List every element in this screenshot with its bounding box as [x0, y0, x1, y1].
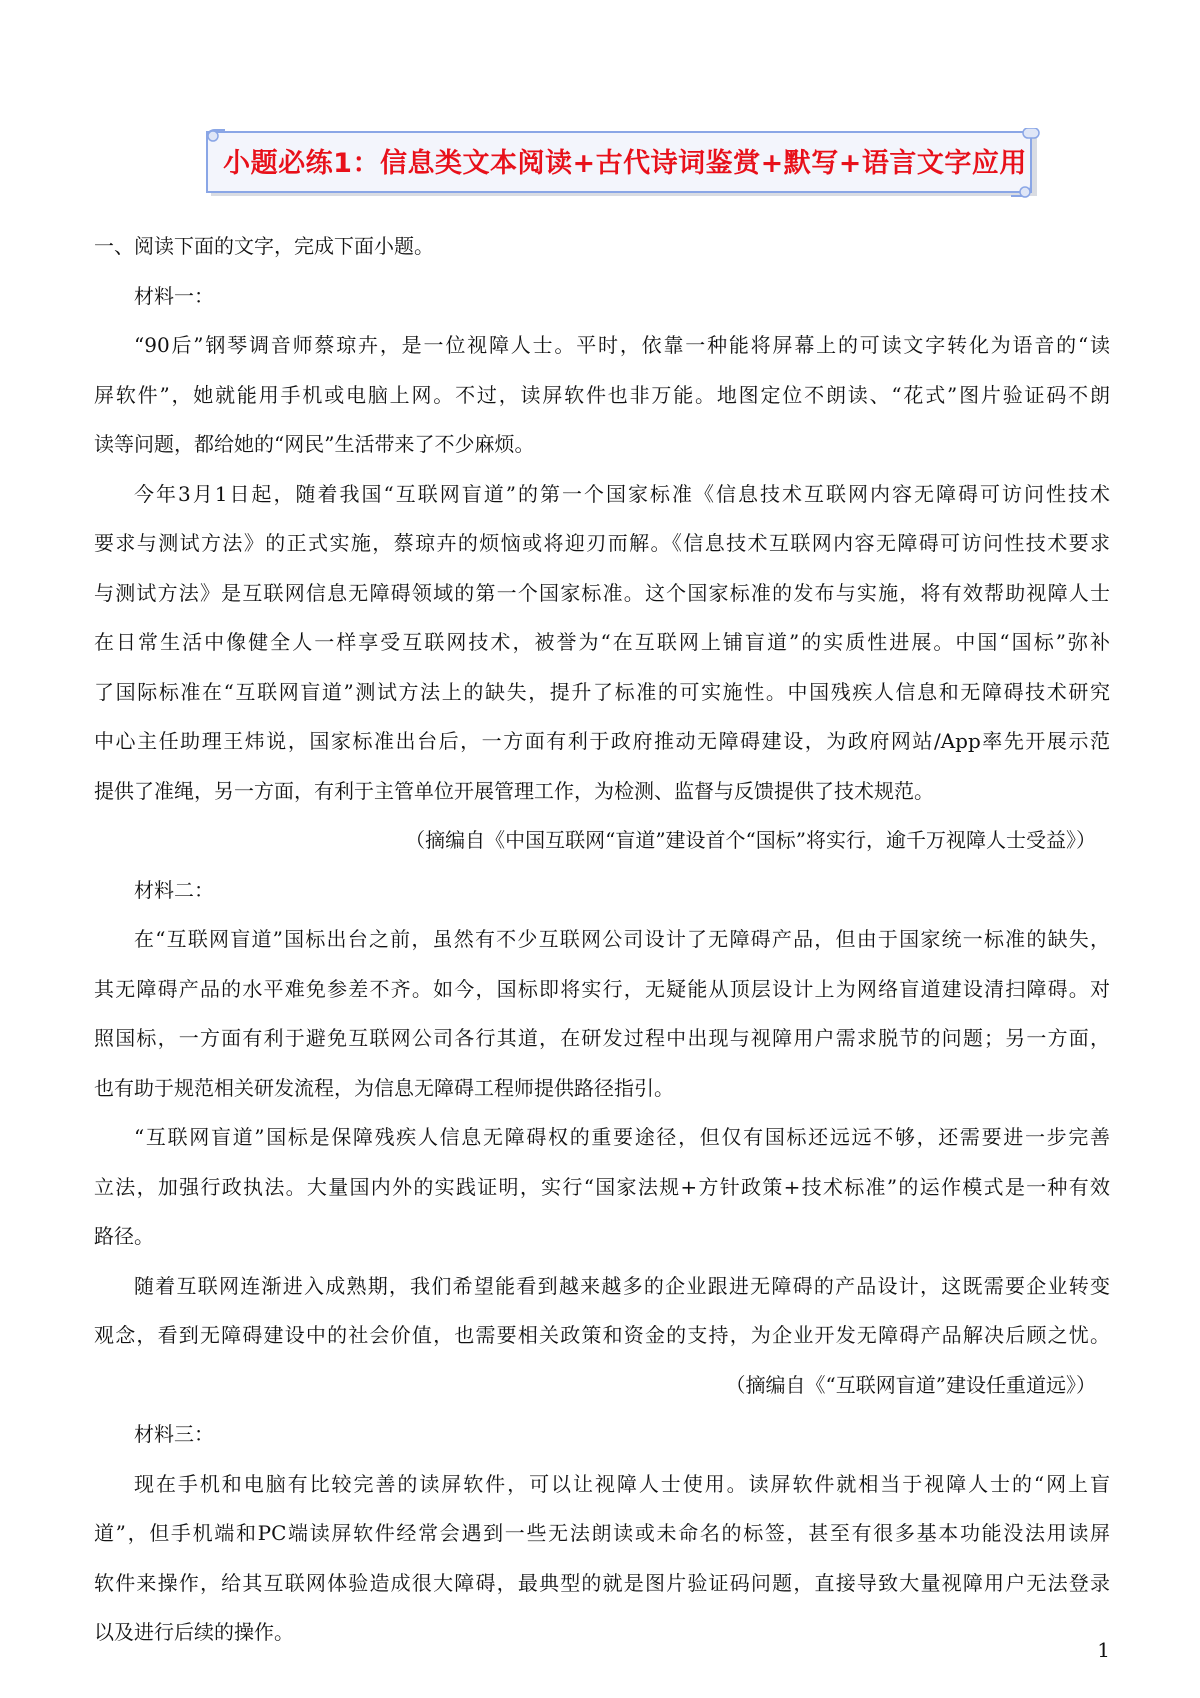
section-heading: 一、阅读下面的文字，完成下面小题。	[94, 234, 434, 258]
material-2-source: （摘编自《“互联网盲道”建设任重道远》）	[725, 1372, 1096, 1397]
title-banner	[205, 128, 1045, 200]
article-body	[94, 222, 1110, 1658]
text-line: 照国标，一方面有利于避免互联网公司各行其道，在研发过程中出现与视障用户需求脱节的问题；另一方面，	[94, 1026, 1110, 1050]
text-line: 立法，加强行政执法。大量国内外的实践证明，实行“国家法规+方针政策+技术标准”的运作模式是一种有效	[94, 1174, 1110, 1199]
text-line: 与测试方法》是互联网信息无障碍领域的第一个国家标准。这个国家标准的发布与实施，将有效帮助视障人士	[94, 580, 1110, 605]
text-line: 随着互联网连渐进入成熟期，我们希望能看到越来越多的企业跟进无障碍的产品设计，这既需要企业转变	[134, 1273, 1110, 1298]
text-line: 在“互联网盲道”国标出台之前，虽然有不少互联网公司设计了无障碍产品，但由于国家统一标准的缺失，	[134, 927, 1110, 951]
text-line: 也有助于规范相关研发流程，为信息无障碍工程师提供路径指引。	[94, 1075, 674, 1100]
material-1-paragraph-1	[94, 321, 1110, 470]
text-line: 以及进行后续的操作。	[94, 1620, 294, 1644]
text-line: “90后”钢琴调音师蔡琼卉，是一位视障人士。平时，依靠一种能将屏幕上的可读文字转化为语音的“读	[134, 333, 1110, 357]
text-line: 其无障碍产品的水平难免参差不齐。如今，国标即将实行，无疑能从顶层设计上为网络盲道建设清扫障碍。对	[94, 976, 1110, 1001]
material-1-paragraph-2	[94, 470, 1110, 817]
text-line: 道”，但手机端和PC端读屏软件经常会遇到一些无法朗读或未命名的标签，甚至有很多基本功能没法用读屏	[94, 1521, 1110, 1545]
text-line: 要求与测试方法》的正式实施，蔡琼卉的烦恼或将迎刃而解。《信息技术互联网内容无障碍可访问性技术要求	[94, 531, 1110, 555]
text-line: 提供了准绳，另一方面，有利于主管单位开展管理工作，为检测、监督与反馈提供了技术规范。	[94, 778, 934, 803]
text-line: 现在手机和电脑有比较完善的读屏软件，可以让视障人士使用。读屏软件就相当于视障人士的“网上盲	[134, 1471, 1110, 1496]
material-2-label: 材料二：	[134, 877, 214, 902]
text-line: 在日常生活中像健全人一样享受互联网技术，被誉为“在互联网上铺盲道”的实质性进展。中国“国标”弥补	[94, 630, 1110, 654]
text-line: 今年3月1日起，随着我国“互联网盲道”的第一个国家标准《信息技术互联网内容无障碍可访问性技术	[134, 481, 1110, 506]
material-3-label: 材料三：	[134, 1422, 214, 1446]
text-line: 软件来操作，给其互联网体验造成很大障碍，最典型的就是图片验证码问题，直接导致大量视障用户无法登录	[94, 1570, 1110, 1595]
text-line: 屏软件”，她就能用手机或电脑上网。不过，读屏软件也非万能。地图定位不朗读、“花式”图片验证码不朗	[94, 382, 1110, 407]
text-line: 中心主任助理王炜说，国家标准出台后，一方面有利于政府推动无障碍建设，为政府网站/App率先开展示范	[94, 729, 1110, 753]
material-2-paragraph-3	[94, 1262, 1110, 1361]
material-2-paragraph-1	[94, 915, 1110, 1113]
text-line: 读等问题，都给她的“网民”生活带来了不少麻烦。	[94, 432, 535, 456]
page-number: 1	[1097, 1638, 1110, 1662]
material-1-label: 材料一：	[134, 283, 214, 308]
page-title: 小题必练1：信息类文本阅读+古代诗词鉴赏+默写+语言文字应用	[223, 148, 1027, 179]
material-1-source: （摘编自《中国互联网“盲道”建设首个“国标”将实行，逾千万视障人士受益》）	[405, 828, 1096, 852]
text-line: “互联网盲道”国标是保障残疾人信息无障碍权的重要途径，但仅有国标还远远不够，还需要进一步完善	[134, 1125, 1110, 1149]
text-line: 了国际标准在“互联网盲道”测试方法上的缺失，提升了标准的可实施性。中国残疾人信息和无障碍技术研究	[94, 679, 1110, 704]
text-line: 观念，看到无障碍建设中的社会价值，也需要相关政策和资金的支持，为企业开发无障碍产品解决后顾之忧。	[94, 1323, 1110, 1347]
text-line: 路径。	[94, 1224, 154, 1248]
material-3-paragraph-1	[94, 1460, 1110, 1658]
material-2-paragraph-2	[94, 1113, 1110, 1262]
